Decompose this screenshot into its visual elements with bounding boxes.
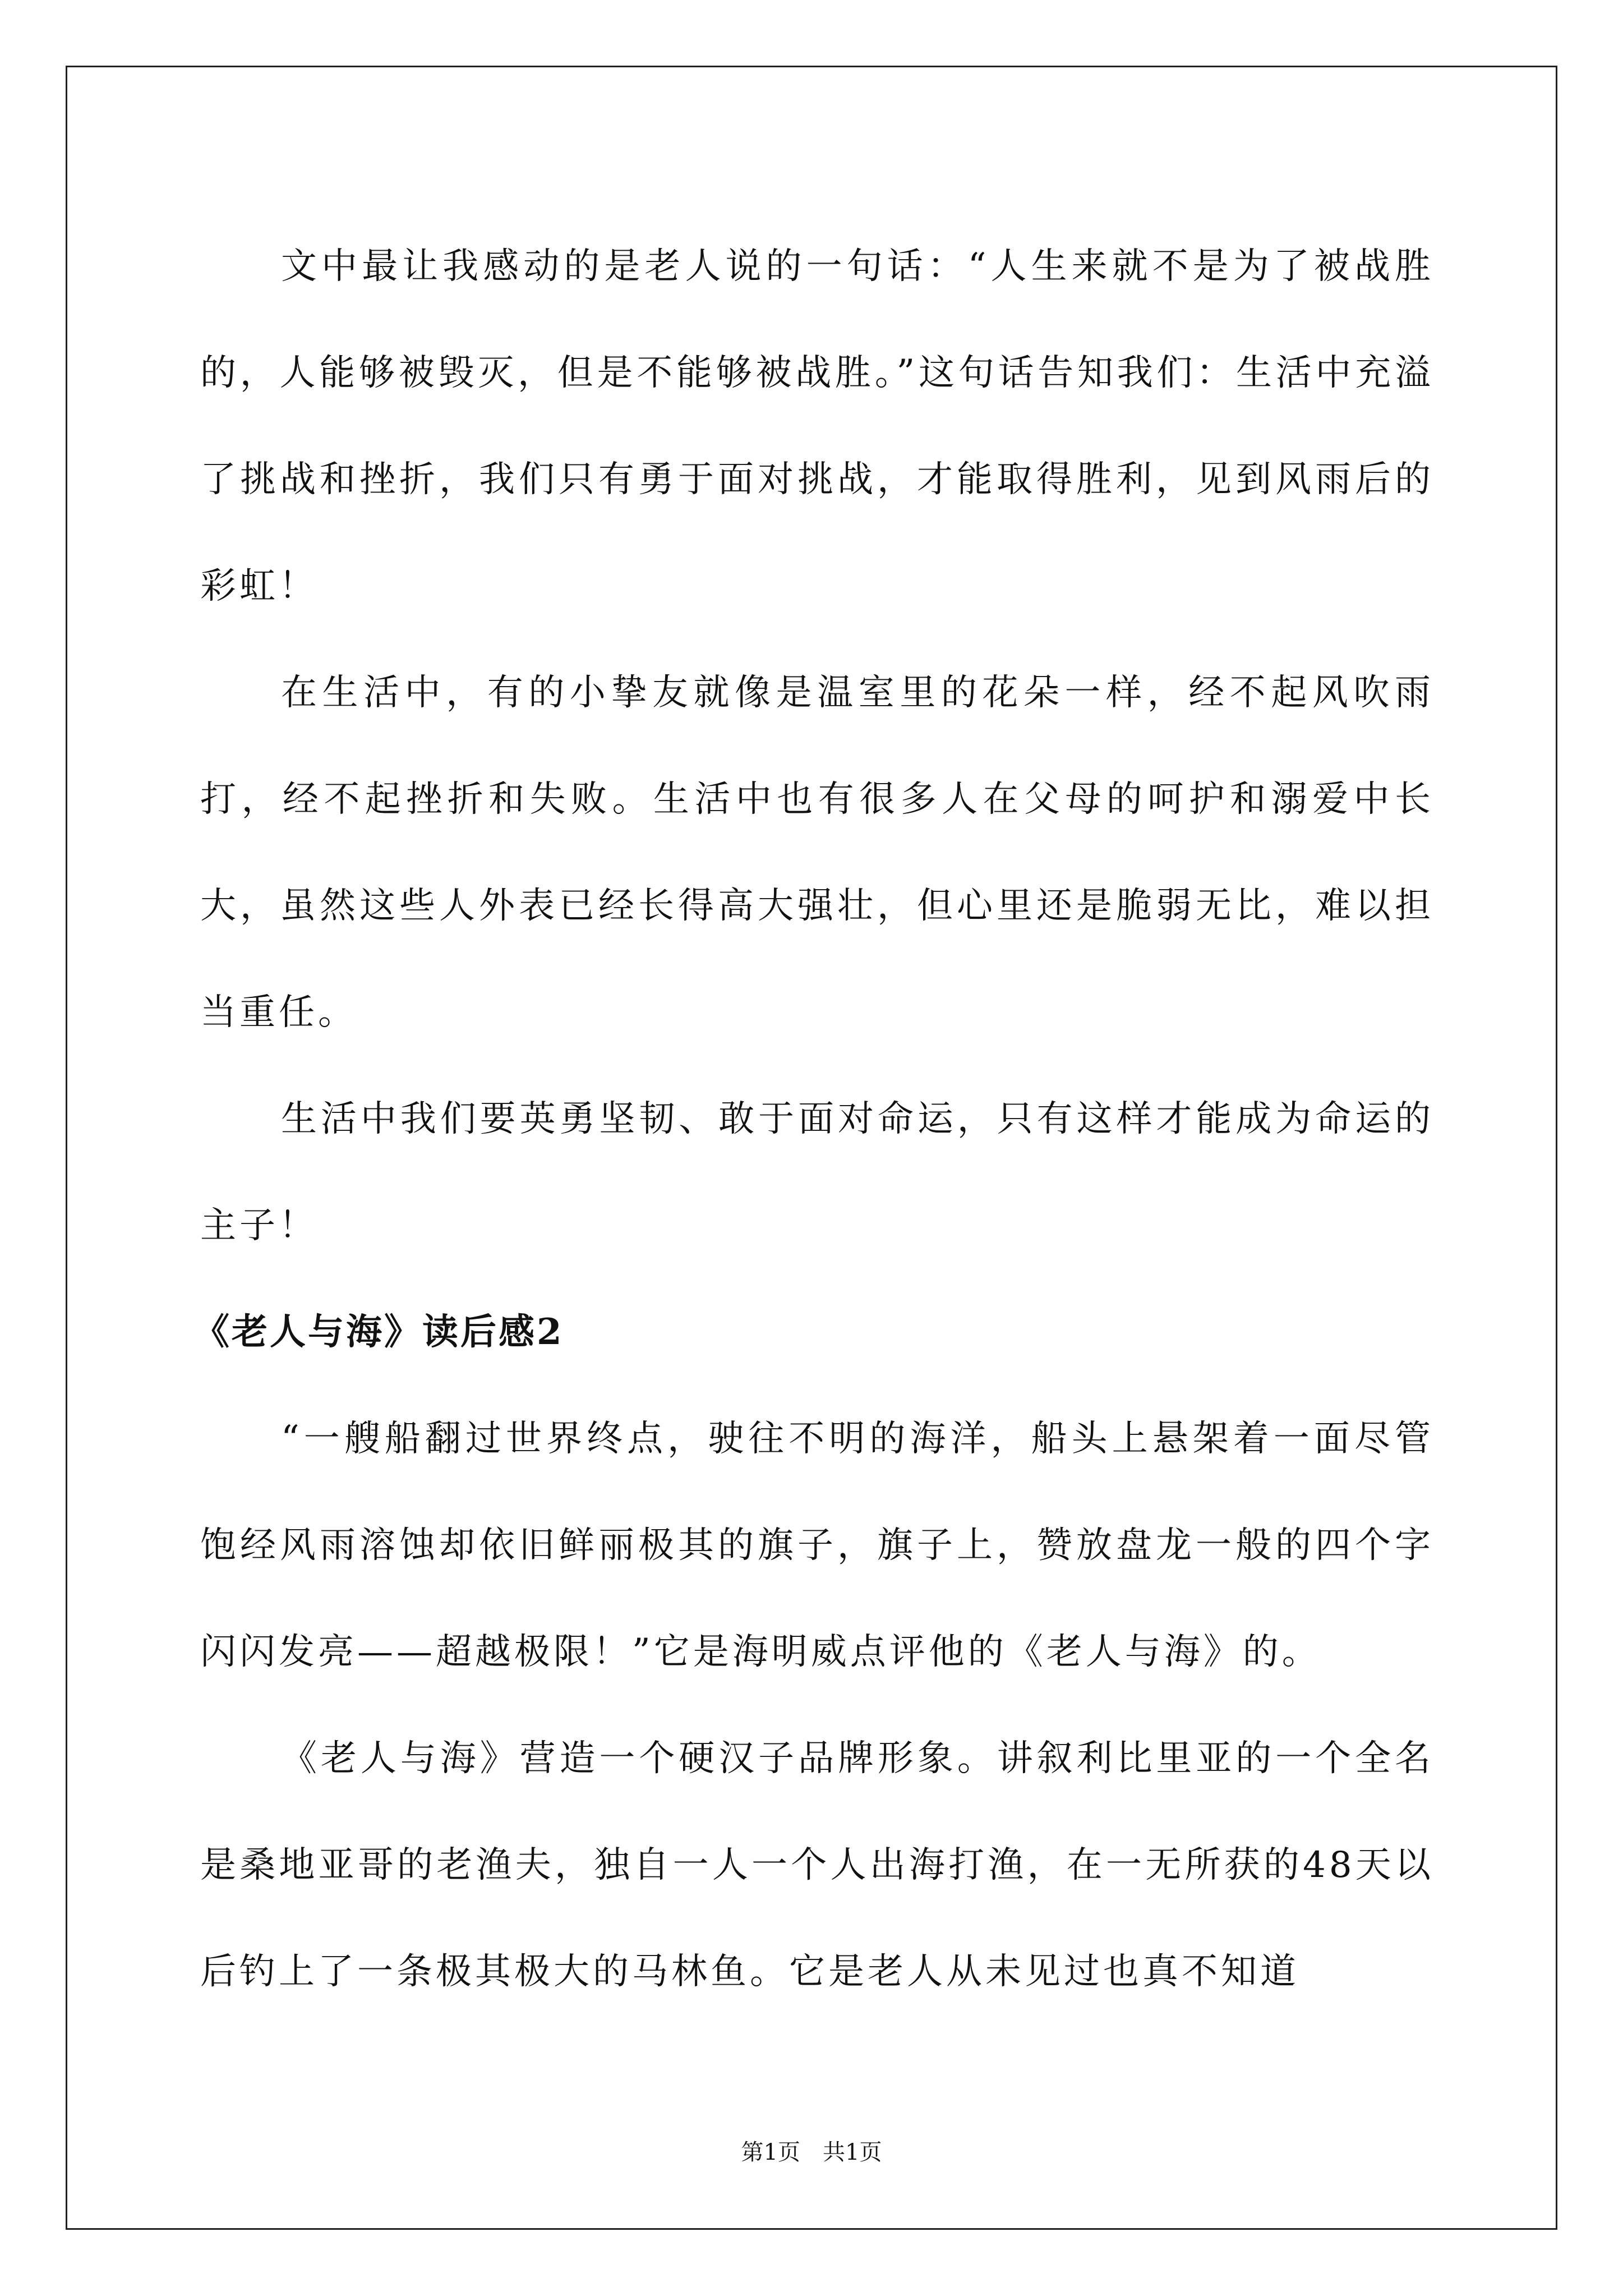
page-number: 第1页: [741, 2139, 800, 2165]
document-body: [193, 213, 1434, 2025]
paragraph: 《老人与海》营造一个硬汉子品牌形象。讲叙利比里亚的一个全名是桑地亚哥的老渔夫，独自一人一个人出海打渔，在一无所获的48天以后钓上了一条极其极大的马林鱼。它是老人从未见过也真不知道: [200, 1738, 1434, 1993]
page-total: 共1页: [823, 2139, 882, 2165]
paragraph: 在生活中，有的小挚友就像是温室里的花朵一样，经不起风吹雨打，经不起挫折和失败。生活中也有很多人在父母的呵护和溺爱中长大，虽然这些人外表已经长得高大强壮，但心里还是脆弱无比，难以担当重任。: [200, 672, 1434, 1033]
paragraph: 生活中我们要英勇坚韧、敢于面对命运，只有这样才能成为命运的主子！: [200, 1098, 1434, 1246]
section-heading: 《老人与海》读后感2: [193, 1311, 564, 1353]
paragraph: 文中最让我感动的是老人说的一句话：“人生来就不是为了被战胜的，人能够被毁灭，但是不能够被战胜。”这句话告知我们：生活中充溢了挑战和挫折，我们只有勇于面对挑战，才能取得胜利，见到风雨后的彩虹！: [200, 246, 1434, 607]
paragraph: “一艘船翻过世界终点，驶往不明的海洋，船头上悬架着一面尽管饱经风雨溶蚀却依旧鲜丽极其的旗子，旗子上，赞放盘龙一般的四个字闪闪发亮——超越极限！”它是海明威点评他的《老人与海》的。: [200, 1418, 1434, 1673]
page-footer: [0, 2134, 1623, 2166]
